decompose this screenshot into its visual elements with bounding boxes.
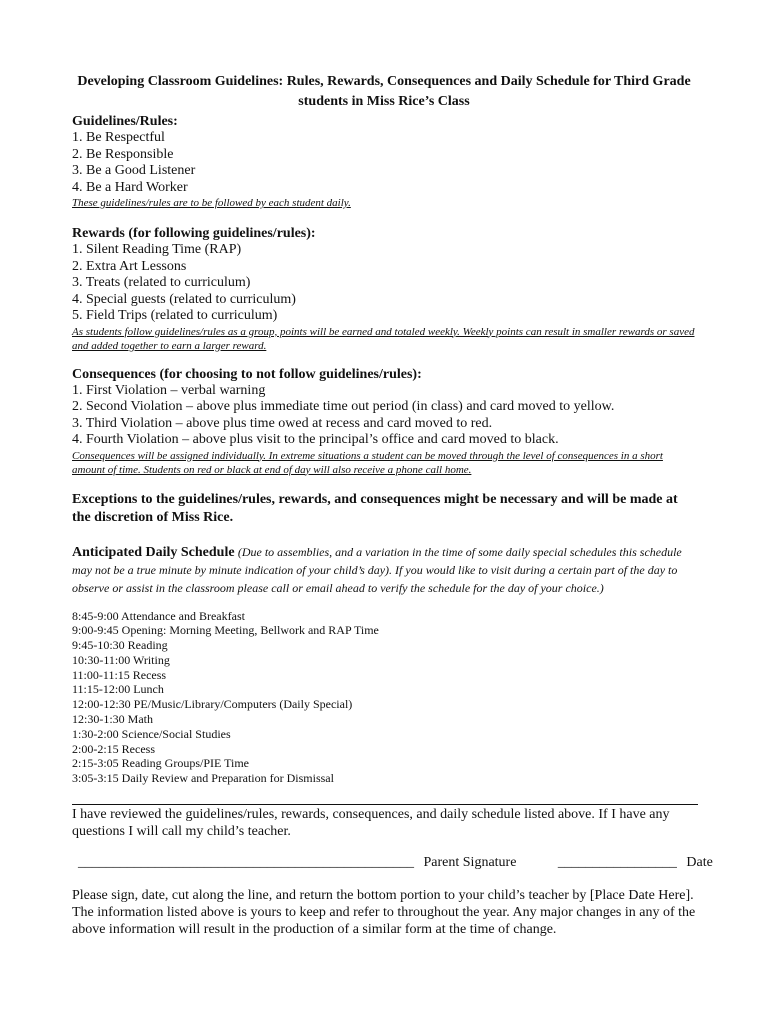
list-item: 1. Be Respectful (72, 130, 165, 145)
list-item: 1. First Violation – verbal warning (72, 382, 266, 398)
rewards-list (72, 242, 696, 325)
exceptions-statement: Exceptions to the guidelines/rules, rewards, and consequences might be necessary and will be made at the discretion of Miss Rice. (72, 491, 678, 525)
schedule-item: 8:45-9:00 Attendance and Breakfast (72, 608, 245, 623)
parent-signature-line[interactable]: ________________________________________________ (78, 855, 414, 870)
consequences-section (72, 367, 696, 477)
date-label: Date (686, 855, 713, 870)
review-statement: I have reviewed the guidelines/rules, rewards, consequences, and daily schedule listed above. If I have any questions I will call my child’s teacher. (72, 807, 670, 839)
list-item: 1. Silent Reading Time (RAP) (72, 242, 242, 257)
schedule-note: (Due to assemblies, and a variation in the time of some daily special schedules this schedule may not be a true minute by minute indication of your child’s day). If you would like to visit during a certain part of the day to observe or assist in the classroom please call or email ahead to verify the schedule for the day of your choice.) (72, 544, 682, 595)
consequences-list (72, 383, 696, 449)
document-title: Developing Classroom Guidelines: Rules, Rewards, Consequences and Daily Schedule for Third Grade students in Miss Rice’s Class (77, 74, 691, 109)
guidelines-heading: Guidelines/Rules: (72, 114, 178, 129)
schedule-item: 12:30-1:30 Math (72, 712, 153, 727)
cut-line (72, 804, 698, 805)
list-item: 2. Second Violation – above plus immediate time out period (in class) and card moved to yellow. (72, 399, 615, 414)
rewards-section (72, 226, 696, 353)
schedule-section (72, 543, 696, 787)
schedule-item: 9:00-9:45 Opening: Morning Meeting, Bellwork and RAP Time (72, 623, 379, 638)
schedule-item: 11:15-12:00 Lunch (72, 682, 164, 697)
schedule-item: 1:30-2:00 Science/Social Studies (72, 726, 231, 741)
consequences-heading: Consequences (for choosing to not follow guidelines/rules): (72, 366, 422, 382)
consequences-note: Consequences will be assigned individually. In extreme situations a student can be moved through the level of consequences in a short amount of time. Students on red or black at end of day will also receive a phone call home. (72, 449, 663, 476)
schedule-item: 9:45-10:30 Reading (72, 638, 168, 653)
parent-signature-label: Parent Signature (423, 855, 517, 870)
schedule-item: 2:00-2:15 Recess (72, 741, 155, 756)
list-item: 3. Third Violation – above plus time owed at recess and card moved to red. (72, 415, 493, 431)
list-item: 5. Field Trips (related to curriculum) (72, 308, 278, 323)
list-item: 4. Fourth Violation – above plus visit to the principal’s office and card moved to black. (72, 432, 559, 447)
rewards-heading: Rewards (for following guidelines/rules): (72, 226, 316, 241)
signature-row (78, 854, 713, 871)
schedule-item: 2:15-3:05 Reading Groups/PIE Time (72, 756, 250, 771)
date-line[interactable]: _________________ (557, 855, 677, 870)
schedule-heading: Anticipated Daily Schedule (72, 544, 235, 560)
document-page (72, 72, 696, 786)
schedule-header (72, 543, 696, 597)
rewards-note: As students follow guidelines/rules as a group, points will be earned and totaled weekly. Weekly points can result in smaller rewards or saved and added together to earn a larger reward. (72, 325, 695, 352)
guidelines-list (72, 130, 696, 196)
list-item: 4. Special guests (related to curriculum) (72, 291, 296, 307)
guidelines-note: These guidelines/rules are to be followed by each student daily. (72, 197, 351, 209)
closing-instructions: Please sign, date, cut along the line, and return the bottom portion to your child’s teacher by [Place Date Here]. The information listed above is yours to keep and refer to throughout the year. Any major changes in any of the above information will result in the production of a similar form at the time of change. (72, 888, 696, 937)
schedule-item: 3:05-3:15 Daily Review and Preparation for Dismissal (72, 771, 334, 786)
guidelines-section (72, 114, 696, 210)
list-item: 3. Treats (related to curriculum) (72, 275, 251, 290)
list-item: 3. Be a Good Listener (72, 163, 196, 178)
list-item: 4. Be a Hard Worker (72, 179, 188, 195)
schedule-item: 12:00-12:30 PE/Music/Library/Computers (Daily Special) (72, 697, 353, 712)
schedule-item: 11:00-11:15 Recess (72, 667, 167, 682)
schedule-item: 10:30-11:00 Writing (72, 652, 170, 667)
list-item: 2. Extra Art Lessons (72, 258, 187, 274)
list-item: 2. Be Responsible (72, 146, 174, 162)
schedule-list (72, 609, 696, 787)
